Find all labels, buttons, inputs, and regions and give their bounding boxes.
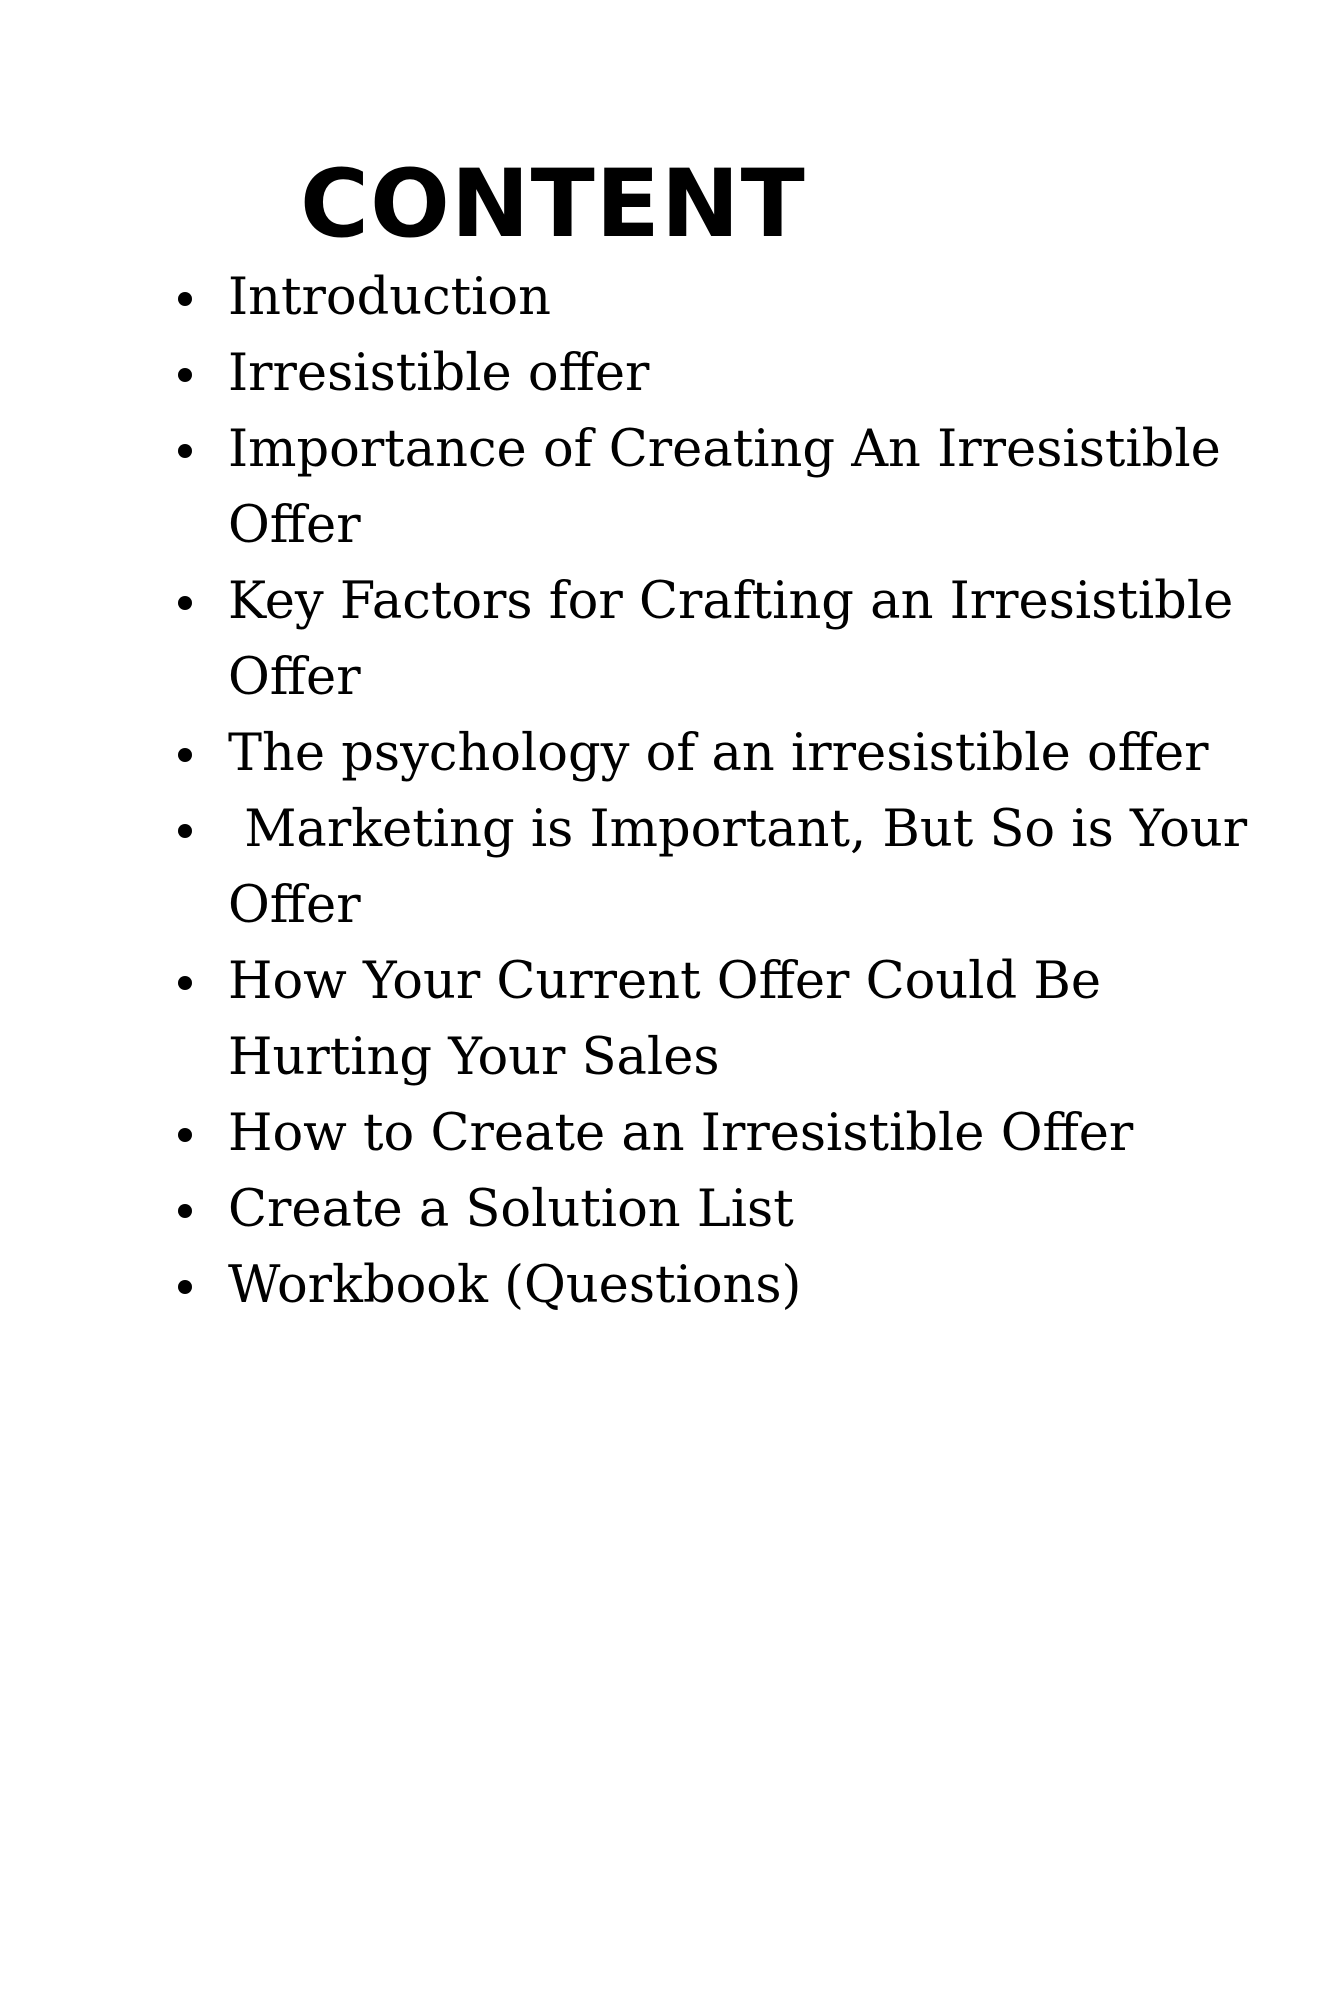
bullet-icon	[178, 748, 192, 762]
bullet-icon	[178, 1280, 192, 1294]
toc-item-line: Hurting Your Sales	[228, 1028, 720, 1087]
toc-item-current-offer	[0, 944, 1208, 1096]
toc-item-line: Offer	[228, 496, 361, 555]
bullet-icon	[178, 596, 192, 610]
toc-item-line: Introduction	[228, 268, 551, 327]
toc-item-workbook	[0, 1248, 1208, 1324]
toc-item-line: Workbook (Questions)	[228, 1256, 802, 1315]
bullet-icon	[178, 824, 192, 838]
bullet-icon	[178, 976, 192, 990]
bullet-icon	[178, 368, 192, 382]
bullet-icon	[178, 1128, 192, 1142]
page-title: CONTENT	[300, 150, 806, 259]
toc-item-irresistible-offer	[0, 336, 1208, 412]
toc-item-solution-list	[0, 1172, 1208, 1248]
toc-item-psychology	[0, 716, 1208, 792]
toc-item-line: The psychology of an irresistible offer	[228, 724, 1209, 783]
bullet-icon	[178, 444, 192, 458]
table-of-contents	[0, 260, 1333, 1324]
toc-item-line: How to Create an Irresistible Offer	[228, 1104, 1134, 1163]
bullet-icon	[178, 292, 192, 306]
toc-item-line: How Your Current Offer Could Be	[228, 952, 1102, 1011]
toc-item-line: Irresistible offer	[228, 344, 650, 403]
toc-item-introduction	[0, 260, 1208, 336]
toc-item-line: Importance of Creating An Irresistible	[228, 420, 1221, 479]
toc-item-line: Create a Solution List	[228, 1180, 794, 1239]
toc-item-how-to-create	[0, 1096, 1208, 1172]
toc-item-importance	[0, 412, 1221, 564]
bullet-icon	[178, 1204, 192, 1218]
toc-item-key-factors	[0, 564, 1234, 716]
toc-item-line: Key Factors for Crafting an Irresistible	[228, 572, 1234, 631]
toc-item-line: Marketing is Important, But So is Your	[228, 800, 1248, 859]
toc-item-line: Offer	[228, 648, 361, 707]
toc-item-line: Offer	[228, 876, 361, 935]
toc-item-marketing	[0, 792, 1248, 944]
